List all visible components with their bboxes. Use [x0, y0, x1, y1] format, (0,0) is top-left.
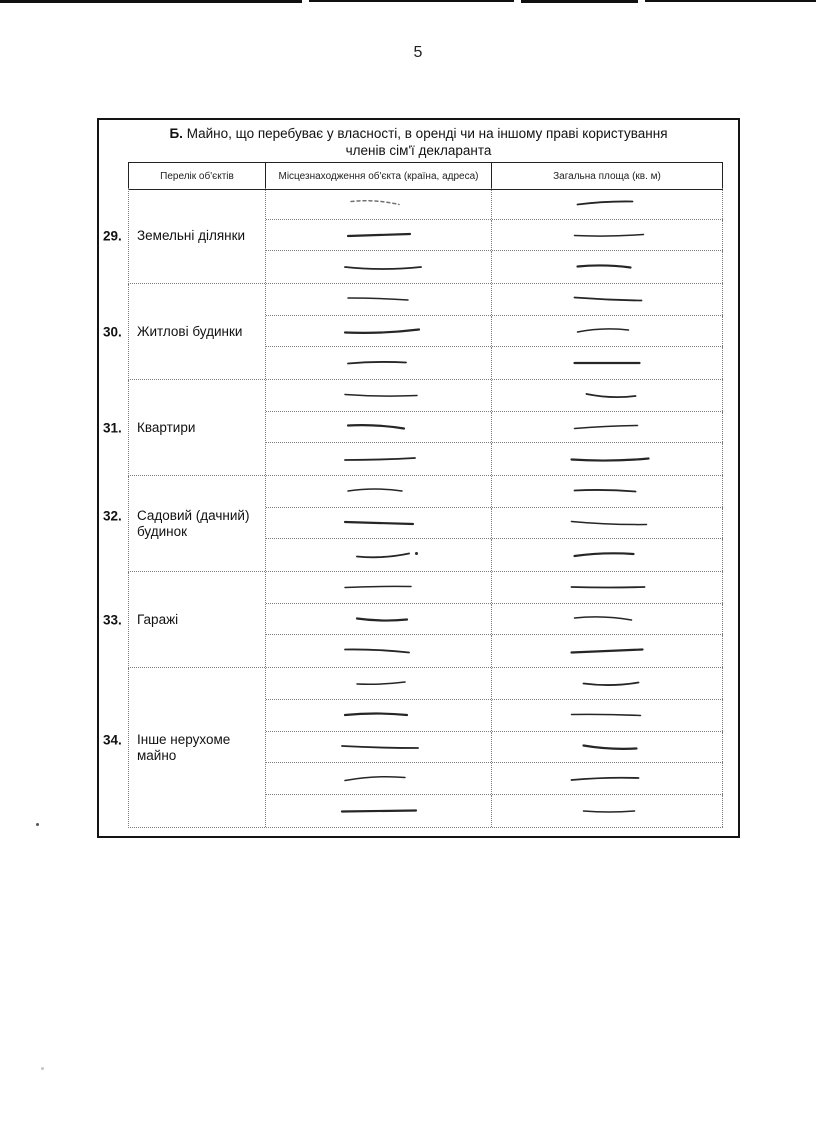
- entry-line: [266, 572, 723, 604]
- handwritten-dash-mark: [319, 451, 439, 467]
- row-label: Садовий (дачний) будинок: [129, 476, 266, 571]
- section-b-box: [97, 118, 740, 838]
- area-cell: [492, 251, 723, 283]
- location-cell: [266, 316, 492, 347]
- area-cell: [492, 476, 723, 507]
- handwritten-dash-mark: [319, 547, 439, 563]
- area-cell: [492, 380, 723, 411]
- area-cell: [492, 316, 723, 347]
- row-entry-lines: [266, 476, 723, 571]
- row-label: Житлові будинки: [129, 284, 266, 379]
- section-title-line1: Майно, що перебуває у власності, в оренді чи на іншому праві користування: [186, 126, 668, 141]
- location-cell: [266, 668, 492, 699]
- handwritten-dash-mark: [319, 291, 439, 307]
- handwritten-dash-mark: [547, 643, 667, 659]
- handwritten-dash-mark: [547, 259, 667, 275]
- area-cell: [492, 539, 723, 571]
- location-cell: [266, 732, 492, 763]
- entry-line: [266, 604, 723, 636]
- handwritten-dash-mark: [319, 675, 439, 691]
- location-cell: [266, 700, 492, 731]
- handwritten-dash-mark: [547, 387, 667, 403]
- column-header-location: Місцезнаходження об'єкта (країна, адреса): [266, 163, 492, 189]
- location-cell: [266, 604, 492, 635]
- handwritten-dash-mark: [547, 739, 667, 755]
- table-row: [103, 380, 723, 476]
- handwritten-dash-mark: [319, 483, 439, 499]
- ink-dot-artifact: [41, 1067, 44, 1070]
- handwritten-dash-mark: [319, 355, 439, 371]
- handwritten-dash-mark: [547, 515, 667, 531]
- entry-line: [266, 635, 723, 667]
- entry-line: [266, 284, 723, 316]
- handwritten-dash-mark: [547, 291, 667, 307]
- entry-line: [266, 539, 723, 571]
- handwritten-dash-mark: [319, 259, 439, 275]
- entry-line: [266, 732, 723, 764]
- handwritten-dash-mark: [547, 803, 667, 819]
- handwritten-dash-mark: [319, 803, 439, 819]
- entry-line: [266, 347, 723, 379]
- handwritten-dash-mark: [547, 227, 667, 243]
- table-row: [103, 572, 723, 668]
- entry-line: [266, 508, 723, 540]
- handwritten-dash-mark: [319, 227, 439, 243]
- handwritten-dash-mark: [319, 771, 439, 787]
- location-cell: [266, 284, 492, 315]
- handwritten-dash-mark: [319, 387, 439, 403]
- entry-line: [266, 220, 723, 252]
- area-cell: [492, 412, 723, 443]
- location-cell: [266, 251, 492, 283]
- area-cell: [492, 572, 723, 603]
- area-cell: [492, 732, 723, 763]
- row-entry-lines: [266, 284, 723, 379]
- handwritten-dash-mark: [319, 515, 439, 531]
- handwritten-dash-mark: [319, 323, 439, 339]
- table-row: [103, 284, 723, 380]
- entry-line: [266, 188, 723, 220]
- location-cell: [266, 635, 492, 667]
- entry-line: [266, 476, 723, 508]
- area-cell: [492, 508, 723, 539]
- column-header-objects: Перелік об'єктів: [129, 163, 266, 189]
- entry-line: [266, 251, 723, 283]
- handwritten-dash-mark: [319, 643, 439, 659]
- page-number: 5: [413, 44, 423, 61]
- location-cell: [266, 795, 492, 827]
- area-cell: [492, 284, 723, 315]
- area-cell: [492, 220, 723, 251]
- entry-line: [266, 700, 723, 732]
- section-title-line2: членів сім'ї декларанта: [345, 143, 492, 158]
- handwritten-dash-mark: [547, 707, 667, 723]
- location-cell: [266, 443, 492, 475]
- row-number: 33.: [103, 612, 122, 627]
- table-header-row: [128, 162, 723, 190]
- handwritten-dash-mark: [319, 419, 439, 435]
- area-cell: [492, 188, 723, 219]
- location-cell: [266, 220, 492, 251]
- row-number: 29.: [103, 228, 122, 243]
- location-cell: [266, 508, 492, 539]
- ink-dot-artifact: [415, 552, 418, 555]
- row-number: 31.: [103, 420, 122, 435]
- row-entry-lines: [266, 380, 723, 475]
- area-cell: [492, 604, 723, 635]
- entry-line: [266, 412, 723, 444]
- handwritten-dash-mark: [547, 771, 667, 787]
- location-cell: [266, 188, 492, 219]
- row-number: 32.: [103, 508, 122, 523]
- location-cell: [266, 412, 492, 443]
- location-cell: [266, 763, 492, 794]
- row-number: 34.: [103, 732, 122, 747]
- table-body: [103, 188, 723, 828]
- section-title: [99, 125, 738, 159]
- column-header-area: Загальна площа (кв. м): [553, 170, 661, 182]
- location-cell: [266, 476, 492, 507]
- area-cell: [492, 443, 723, 475]
- scan-artifact-line: [645, 0, 816, 2]
- row-number: 30.: [103, 324, 122, 339]
- handwritten-dash-mark: [547, 547, 667, 563]
- table-row: [103, 188, 723, 284]
- entry-line: [266, 763, 723, 795]
- handwritten-dash-mark: [319, 195, 439, 211]
- table-row: [103, 476, 723, 572]
- scan-artifact-line: [521, 0, 638, 3]
- row-entry-lines: [266, 668, 723, 827]
- section-title-prefix: Б.: [169, 126, 183, 141]
- entry-line: [266, 380, 723, 412]
- row-entry-lines: [266, 572, 723, 667]
- row-label: Гаражі: [129, 572, 266, 667]
- entry-line: [266, 443, 723, 475]
- scan-artifact-line: [0, 0, 302, 3]
- handwritten-dash-mark: [319, 611, 439, 627]
- handwritten-dash-mark: [547, 675, 667, 691]
- entry-line: [266, 668, 723, 700]
- handwritten-dash-mark: [547, 419, 667, 435]
- area-cell: [492, 700, 723, 731]
- table-row: [103, 668, 723, 828]
- handwritten-dash-mark: [547, 611, 667, 627]
- location-cell: [266, 539, 492, 571]
- area-cell: [492, 635, 723, 667]
- entry-line: [266, 316, 723, 348]
- handwritten-dash-mark: [547, 451, 667, 467]
- area-cell: [492, 668, 723, 699]
- row-label: Інше нерухоме майно: [129, 668, 266, 827]
- area-cell: [492, 763, 723, 794]
- location-cell: [266, 572, 492, 603]
- row-entry-lines: [266, 188, 723, 283]
- location-cell: [266, 380, 492, 411]
- handwritten-dash-mark: [547, 195, 667, 211]
- handwritten-dash-mark: [547, 483, 667, 499]
- handwritten-dash-mark: [319, 579, 439, 595]
- row-label: Квартири: [129, 380, 266, 475]
- handwritten-dash-mark: [547, 323, 667, 339]
- handwritten-dash-mark: [319, 739, 439, 755]
- area-cell: [492, 347, 723, 379]
- handwritten-dash-mark: [547, 355, 667, 371]
- area-cell: [492, 795, 723, 827]
- scan-artifact-line: [309, 0, 514, 2]
- ink-dot-artifact: [36, 823, 39, 826]
- location-cell: [266, 347, 492, 379]
- entry-line: [266, 795, 723, 827]
- row-label: Земельні ділянки: [129, 188, 266, 283]
- handwritten-dash-mark: [547, 579, 667, 595]
- handwritten-dash-mark: [319, 707, 439, 723]
